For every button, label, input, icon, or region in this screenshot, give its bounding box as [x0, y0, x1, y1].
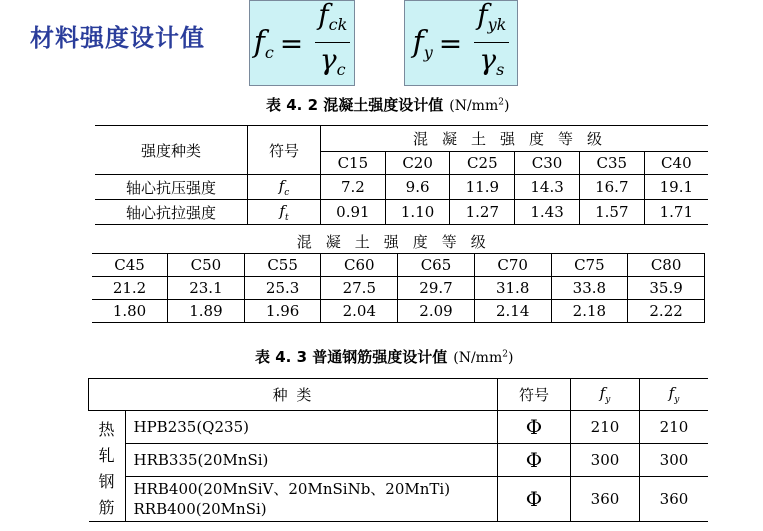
grade-cell: C15 [321, 152, 386, 175]
col-header-type: 强度种类 [95, 126, 248, 175]
grade-cell: C80 [628, 254, 705, 277]
grade-header: 混凝土强度等级 [321, 126, 709, 152]
rebar-strength-table [88, 378, 708, 522]
grade-header-continued: 混凝土强度等级 [92, 229, 705, 254]
grade-cell: C25 [450, 152, 515, 175]
grade-cell: C55 [244, 254, 321, 277]
grade-cell: C20 [385, 152, 450, 175]
rebar-name: HRB400(20MnSiV、20MnSiNb、20MnTi) RRB400(20MnSi) [125, 477, 498, 522]
value-cell: 1.80 [92, 300, 168, 323]
col-header-type: 种 类 [89, 379, 498, 411]
value-cell: 35.9 [628, 277, 705, 300]
grade-cell: C30 [515, 152, 580, 175]
value-cell: 31.8 [474, 277, 551, 300]
rebar-fy: 360 [571, 477, 640, 522]
col-header-fy-prime: $f_y$ [640, 379, 709, 411]
value-cell: 0.91 [321, 200, 386, 225]
value-cell: 2.09 [398, 300, 475, 323]
rebar-symbol-icon: Φ [498, 411, 571, 444]
grade-cell: C40 [644, 152, 708, 175]
value-cell: 1.10 [385, 200, 450, 225]
grade-cell: C60 [321, 254, 398, 277]
col-header-symbol: 符号 [498, 379, 571, 411]
value-cell: 21.2 [92, 277, 168, 300]
row-label: 轴心抗压强度 [95, 175, 248, 200]
row-symbol: $f_c$ [248, 175, 321, 200]
value-cell: 19.1 [644, 175, 708, 200]
table2-caption: 表 4. 3 普通钢筋强度设计值 $(N/mm^2)$ [255, 348, 514, 366]
formula-fy: $f_y$ = $\frac{f_{yk}}{\gamma_s}$ [404, 0, 518, 86]
concrete-strength-table [95, 125, 708, 225]
value-cell: 9.6 [385, 175, 450, 200]
grade-cell: C45 [92, 254, 168, 277]
grade-cell: C35 [579, 152, 644, 175]
value-cell: 25.3 [244, 277, 321, 300]
concrete-strength-table-continued [92, 229, 705, 323]
value-cell: 2.04 [321, 300, 398, 323]
row-symbol: $f_t$ [248, 200, 321, 225]
value-cell: 2.18 [551, 300, 628, 323]
value-cell: 14.3 [515, 175, 580, 200]
rebar-symbol-icon: Φ [498, 477, 571, 522]
rebar-symbol-icon: Φ [498, 444, 571, 477]
grade-cell: C50 [168, 254, 245, 277]
rebar-name: HRB335(20MnSi) [125, 444, 498, 477]
value-cell: 1.89 [168, 300, 245, 323]
value-cell: 2.22 [628, 300, 705, 323]
col-header-symbol: 符号 [248, 126, 321, 175]
value-cell: 23.1 [168, 277, 245, 300]
hot-rolled-group-label: 热 轧 钢 筋 [89, 411, 126, 522]
value-cell: 7.2 [321, 175, 386, 200]
page-heading: 材料强度设计值 [30, 24, 205, 52]
value-cell: 1.96 [244, 300, 321, 323]
rebar-fy-prime: 360 [640, 477, 709, 522]
rebar-fy: 300 [571, 444, 640, 477]
col-header-fy: $f_y$ [571, 379, 640, 411]
rebar-name: HPB235(Q235) [125, 411, 498, 444]
grade-cell: C70 [474, 254, 551, 277]
rebar-fy-prime: 210 [640, 411, 709, 444]
table1-caption: 表 4. 2 混凝土强度设计值 $(N/mm^2)$ [266, 96, 510, 114]
value-cell: 16.7 [579, 175, 644, 200]
value-cell: 1.43 [515, 200, 580, 225]
grade-cell: C75 [551, 254, 628, 277]
grade-cell: C65 [398, 254, 475, 277]
value-cell: 1.27 [450, 200, 515, 225]
row-label: 轴心抗拉强度 [95, 200, 248, 225]
rebar-fy: 210 [571, 411, 640, 444]
value-cell: 2.14 [474, 300, 551, 323]
value-cell: 1.71 [644, 200, 708, 225]
value-cell: 11.9 [450, 175, 515, 200]
value-cell: 29.7 [398, 277, 475, 300]
rebar-fy-prime: 300 [640, 444, 709, 477]
value-cell: 33.8 [551, 277, 628, 300]
value-cell: 27.5 [321, 277, 398, 300]
formula-fc: $f_c$ = $\frac{f_{ck}}{\gamma_c}$ [249, 0, 355, 86]
value-cell: 1.57 [579, 200, 644, 225]
